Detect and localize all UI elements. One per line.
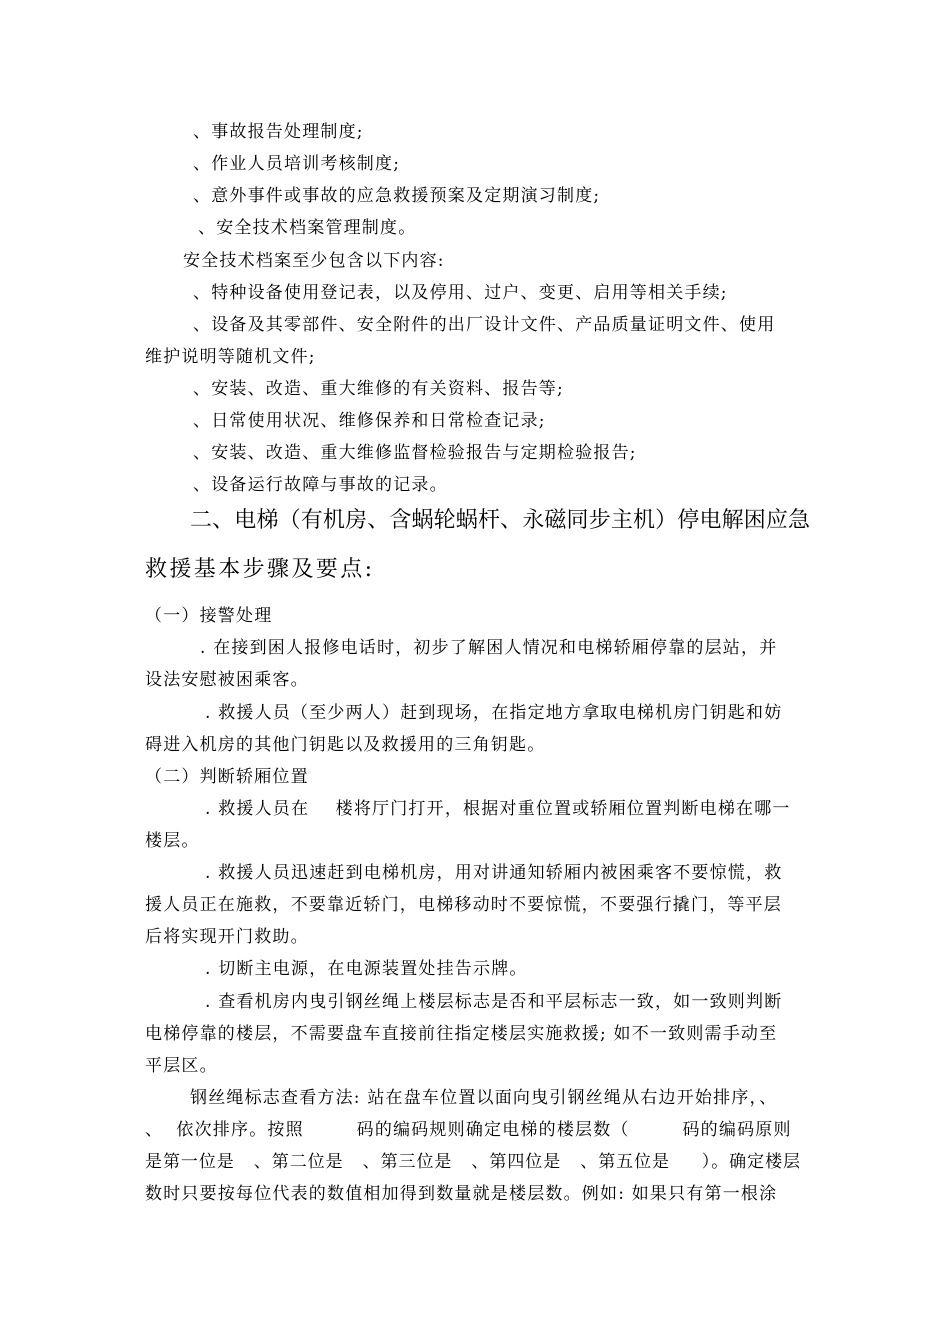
text-line: . 查看机房内曳引钢丝绳上楼层标志是否和平层标志一致，如一致则判断 <box>205 992 783 1012</box>
subheading-1: （一）接警处理 <box>145 606 273 626</box>
text-line: 楼层。 <box>145 831 200 851</box>
text-line: 、安装、改造、重大维修监督检验报告与定期检验报告; <box>193 443 637 463</box>
section-heading: 二、电梯（有机房、含蜗轮蜗杆、永磁同步主机）停电解困应急 <box>190 508 811 533</box>
text-line: . 切断主电源，在电源装置处挂告示牌。 <box>205 959 528 979</box>
text-line: 电梯停靠的楼层，不需要盘车直接前往指定楼层实施救援; 如不一致则需手动至 <box>145 1024 778 1044</box>
text-line: . 在接到困人报修电话时，初步了解困人情况和电梯轿厢停靠的层站，并 <box>200 638 778 658</box>
text-line: 、设备及其零部件、安全附件的出厂设计文件、产品质量证明文件、使用 <box>193 315 776 335</box>
text-line: 设法安慰被困乘客。 <box>145 670 309 690</box>
text-line: 维护说明等随机文件; <box>145 347 316 367</box>
subheading-2: （二）判断轿厢位置 <box>145 767 309 787</box>
text-line: . 救援人员（至少两人）赶到现场，在指定地方拿取电梯机房门钥匙和妨 <box>205 703 783 723</box>
text-line: . 救援人员迅速赶到电梯机房，用对讲通知轿厢内被困乘客不要惊慌，救 <box>205 863 783 883</box>
text-line: 、 依次排序。按照 码的编码规则确定电梯的楼层数（ 码的编码原则 <box>145 1120 792 1140</box>
text-line: 、特种设备使用登记表，以及停用、过户、变更、启用等相关手续; <box>193 283 728 303</box>
text-line: 、安全技术档案管理制度。 <box>198 218 417 238</box>
text-line: 钢丝绳标志查看方法: 站在盘车位置以面向曳引钢丝绳从右边开始排序，、 <box>190 1088 778 1108</box>
text-line: 碍进入机房的其他门钥匙以及救援用的三角钥匙。 <box>145 735 546 755</box>
text-line: 、安装、改造、重大维修的有关资料、报告等; <box>193 379 564 399</box>
text-line: 援人员正在施救，不要靠近轿门，电梯移动时不要惊慌，不要强行撬门，等平层 <box>145 895 782 915</box>
text-line: 数时只要按每位代表的数值相加得到数量就是楼层数。例如: 如果只有第一根涂 <box>145 1184 778 1204</box>
text-line: 、事故报告处理制度; <box>193 122 364 142</box>
section-heading-cont: 救援基本步骤及要点: <box>145 557 375 582</box>
text-line: 、作业人员培训考核制度; <box>193 154 401 174</box>
section-intro: 安全技术档案至少包含以下内容: <box>183 251 445 271</box>
text-line: 是第一位是 、第二位是 、第三位是 、第四位是 、第五位是 ）。确定楼层 <box>145 1152 801 1172</box>
text-line: . 救援人员在 楼将厅门打开，根据对重位置或轿厢位置判断电梯在哪一 <box>205 799 791 819</box>
text-line: 平层区。 <box>145 1056 218 1076</box>
text-line: 后将实现开门救助。 <box>145 927 309 947</box>
text-line: 、日常使用状况、维修保养和日常检查记录; <box>193 411 546 431</box>
text-line: 、意外事件或事故的应急救援预案及定期演习制度; <box>193 186 601 206</box>
text-line: 、设备运行故障与事故的记录。 <box>193 475 448 495</box>
